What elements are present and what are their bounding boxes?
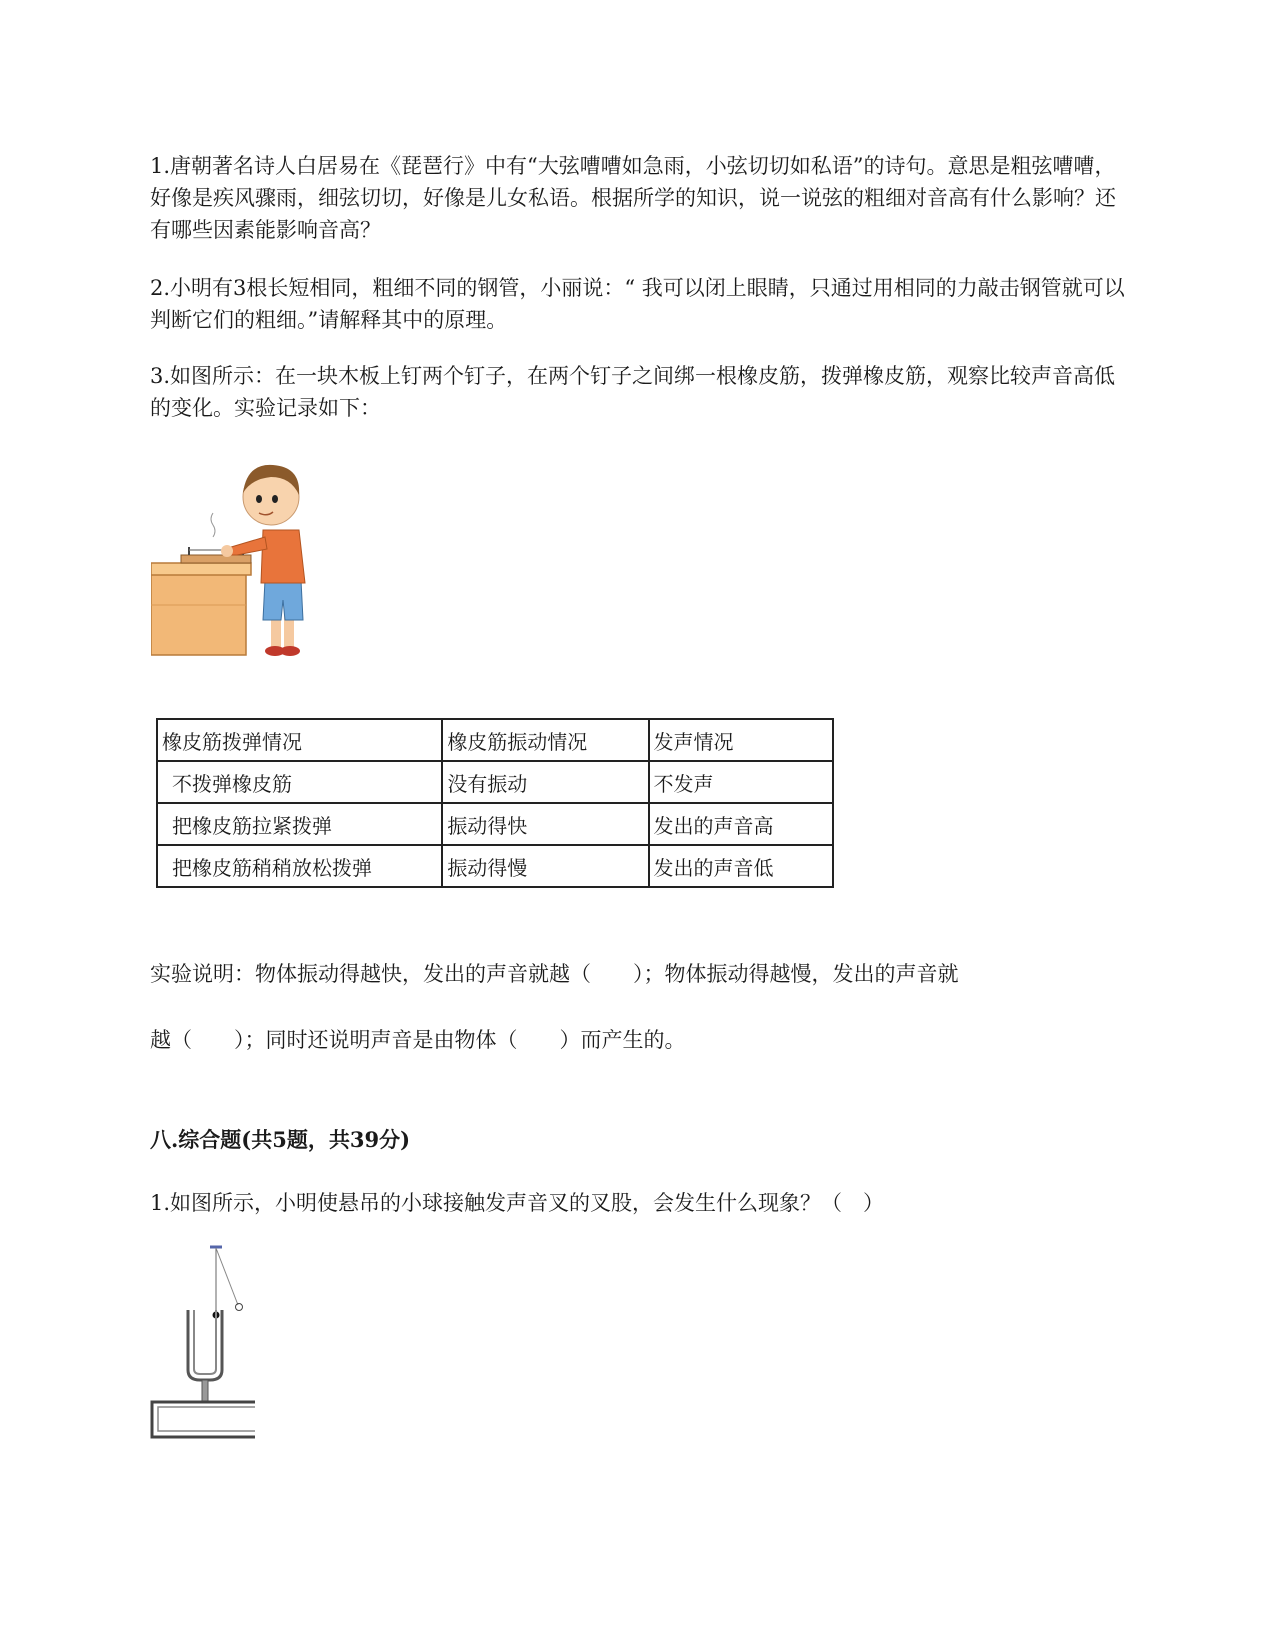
question-8-1: 1.如图所示，小明使悬吊的小球接触发声音叉的叉股，会发生什么现象？（ ） (150, 1191, 885, 1215)
table-cell: 不拨弹橡皮筋 (157, 761, 442, 803)
tuning-fork-with-ball-illustration (150, 1245, 260, 1445)
experiment-explanation-line-2: 越（ ）；同时还说明声音是由物体（ ）而产生的。 (150, 1028, 686, 1052)
table-cell: 把橡皮筋稍稍放松拨弹 (157, 845, 442, 887)
question-7-3: 3.如图所示：在一块木板上钉两个钉子，在两个钉子之间绑一根橡皮筋，拨弹橡皮筋，观察比较声音高低的变化。实验记录如下： (150, 364, 1116, 420)
table-header-cell: 橡皮筋振动情况 (442, 719, 648, 761)
table-cell: 发出的声音低 (649, 845, 833, 887)
question-7-2: 2.小明有3根长短相同，粗细不同的钢管，小丽说：“ 我可以闭上眼睛，只通过用相同的力敲击钢管就可以判断它们的粗细。”请解释其中的原理。 (150, 276, 1125, 332)
table-row (157, 803, 833, 845)
experiment-record-table (156, 718, 834, 888)
table-header-cell: 发声情况 (649, 719, 833, 761)
question-7-1: 1.唐朝著名诗人白居易在《琵琶行》中有“大弦嘈嘈如急雨，小弦切切如私语”的诗句。意思是粗弦嘈嘈，好像是疾风骤雨，细弦切切，好像是儿女私语。根据所学的知识，说一说弦的粗细对音高有什么影响？还有哪些因素能影响音高？ (150, 154, 1116, 242)
table-row (157, 845, 833, 887)
section-8-heading: 八.综合题(共5题，共39分) (150, 1127, 411, 1152)
table-cell: 振动得快 (442, 803, 648, 845)
table-header-cell: 橡皮筋拨弹情况 (157, 719, 442, 761)
table-cell: 没有振动 (442, 761, 648, 803)
table-header-row (157, 719, 833, 761)
boy-plucking-rubber-band-illustration (151, 455, 311, 660)
table-row (157, 761, 833, 803)
table-cell: 振动得慢 (442, 845, 648, 887)
table-cell: 发出的声音高 (649, 803, 833, 845)
table-cell: 把橡皮筋拉紧拨弹 (157, 803, 442, 845)
table-cell: 不发声 (649, 761, 833, 803)
experiment-explanation-line-1: 实验说明：物体振动得越快，发出的声音就越（ ）；物体振动得越慢，发出的声音就 (150, 962, 959, 986)
